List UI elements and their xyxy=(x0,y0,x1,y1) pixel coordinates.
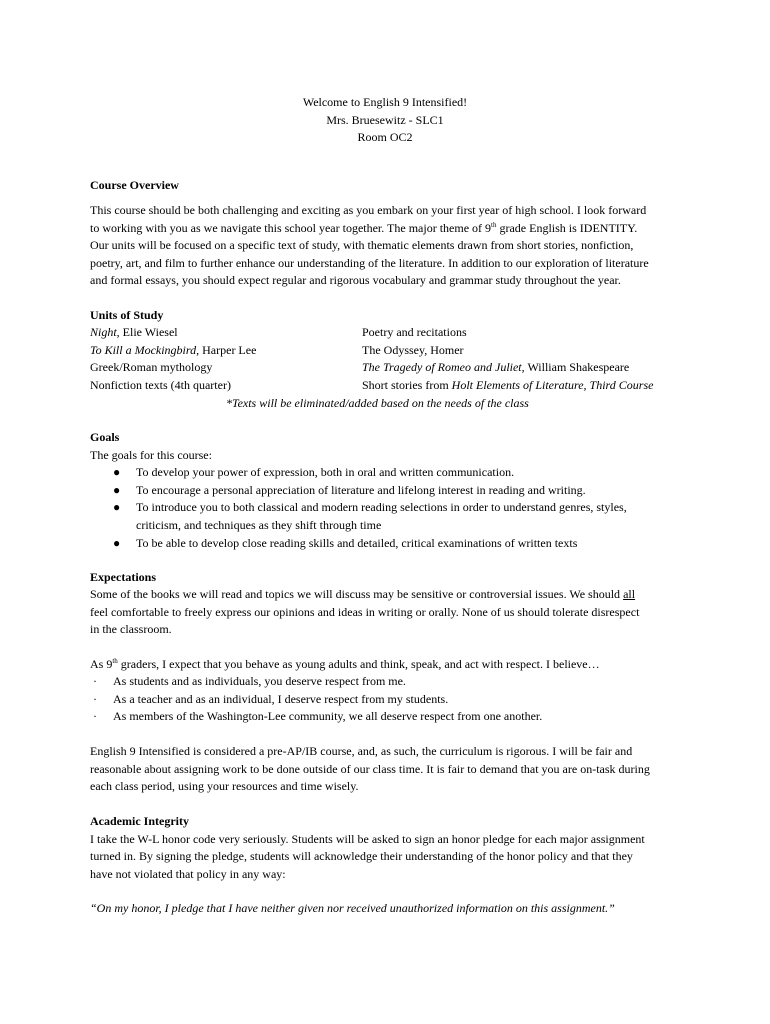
goal-item: To develop your power of expression, both in oral and written communication. xyxy=(136,465,515,479)
goals-intro: The goals for this course: xyxy=(90,448,212,462)
welcome-title: Welcome to English 9 Intensified! xyxy=(302,95,468,109)
expectations-line: reasonable about assigning work to be done outside of our class time. It is fair to demand that you are on-task during xyxy=(90,762,650,776)
expectations-text: Some of the books we will read and topics we will discuss may be sensitive or controversial issues. We should xyxy=(90,587,624,601)
belief-item: As a teacher and as an individual, I deserve respect from my students. xyxy=(113,692,449,706)
overview-line: Our units will be focused on a specific text of study, with thematic elements drawn from short stories, nonfiction, xyxy=(90,238,634,252)
unit-item xyxy=(362,358,629,376)
integrity-line: turned in. By signing the pledge, students will acknowledge their understanding of the honor policy and that they xyxy=(90,849,633,863)
expectations-line xyxy=(90,655,600,673)
expectations-text: As 9 xyxy=(90,657,113,671)
unit-author: , William Shakespeare xyxy=(521,360,630,374)
bullet-icon: ● xyxy=(113,483,121,497)
expectations-line: in the classroom. xyxy=(90,622,172,636)
overview-line: This course should be both challenging and exciting as you embark on your first year of high school. I look forward xyxy=(90,203,647,217)
unit-title: To Kill a Mockingbird xyxy=(90,343,197,357)
goal-item: To be able to develop close reading skills and detailed, critical examinations of written texts xyxy=(136,536,578,550)
expectations-text: graders, I expect that you behave as young adults and think, speak, and act with respect. I believe… xyxy=(117,657,600,671)
unit-author: , Harper Lee xyxy=(196,343,257,357)
room-line: Room OC2 xyxy=(357,130,413,144)
superscript: th xyxy=(112,657,118,665)
expectations-line: feel comfortable to freely express our opinions and ideas in writing or orally. None of us should tolerate disrespect xyxy=(90,605,640,619)
integrity-line: have not violated that policy in any way: xyxy=(90,867,286,881)
unit-title: Night xyxy=(90,325,117,339)
unit-item xyxy=(90,341,256,359)
goal-item: To introduce you to both classical and modern reading selections in order to understand genres, styles, xyxy=(136,500,627,514)
expectations-line xyxy=(90,585,635,603)
unit-item: Nonfiction texts (4th quarter) xyxy=(90,378,231,392)
teacher-line: Mrs. Bruesewitz - SLC1 xyxy=(326,113,444,127)
dot-bullet-icon: · xyxy=(93,674,97,688)
units-heading: Units of Study xyxy=(90,308,164,322)
underlined-word: all xyxy=(623,587,636,601)
unit-item xyxy=(90,323,178,341)
unit-item xyxy=(362,376,653,394)
units-note: *Texts will be eliminated/added based on the needs of the class xyxy=(226,396,529,410)
belief-item: As students and as individuals, you deserve respect from me. xyxy=(113,674,406,688)
unit-text: Short stories from xyxy=(362,378,452,392)
dot-bullet-icon: · xyxy=(93,692,97,706)
overview-text: grade English is IDENTITY. xyxy=(496,220,638,235)
superscript: th xyxy=(491,220,497,229)
overview-line: and formal essays, you should expect regular and rigorous vocabulary and grammar study throughout the year. xyxy=(90,273,621,287)
course-overview-paragraph xyxy=(90,202,690,290)
goals-heading: Goals xyxy=(90,430,120,444)
overview-text: to working with you as we navigate this school year together. The major theme of 9 xyxy=(90,220,492,235)
expectations-line: English 9 Intensified is considered a pre-AP/IB course, and, as such, the curriculum is rigorous. I will be fair and xyxy=(90,744,633,758)
unit-author: , Elie Wiesel xyxy=(116,325,178,339)
unit-item: Greek/Roman mythology xyxy=(90,360,213,374)
expectations-line: each class period, using your resources and time wisely. xyxy=(90,779,359,793)
expectations-heading: Expectations xyxy=(90,570,156,584)
unit-title: The Tragedy of Romeo and Juliet xyxy=(362,360,522,374)
overview-line: poetry, art, and film to further enhance our understanding of the literature. In addition to our exploration of literature xyxy=(90,255,649,270)
goal-item: To encourage a personal appreciation of literature and lifelong interest in reading and writing. xyxy=(136,483,586,497)
unit-item: Poetry and recitations xyxy=(362,325,467,339)
integrity-heading: Academic Integrity xyxy=(90,814,189,828)
unit-title: Holt Elements of Literature, Third Course xyxy=(451,378,654,392)
belief-item: As members of the Washington-Lee community, we all deserve respect from one another. xyxy=(113,709,543,723)
integrity-line: I take the W-L honor code very seriously. Students will be asked to sign an honor pledge for each major assignment xyxy=(90,832,645,846)
overview-line xyxy=(90,220,690,238)
honor-pledge: “On my honor, I pledge that I have neither given nor received unauthorized information on this assignment.” xyxy=(90,901,615,915)
dot-bullet-icon: · xyxy=(93,709,97,723)
bullet-icon: ● xyxy=(113,500,121,514)
bullet-icon: ● xyxy=(113,465,121,479)
course-overview-heading: Course Overview xyxy=(90,178,179,192)
unit-item: The Odyssey, Homer xyxy=(362,343,464,357)
goal-item-continued: criticism, and techniques as they shift through time xyxy=(136,518,382,532)
bullet-icon: ● xyxy=(113,536,121,550)
